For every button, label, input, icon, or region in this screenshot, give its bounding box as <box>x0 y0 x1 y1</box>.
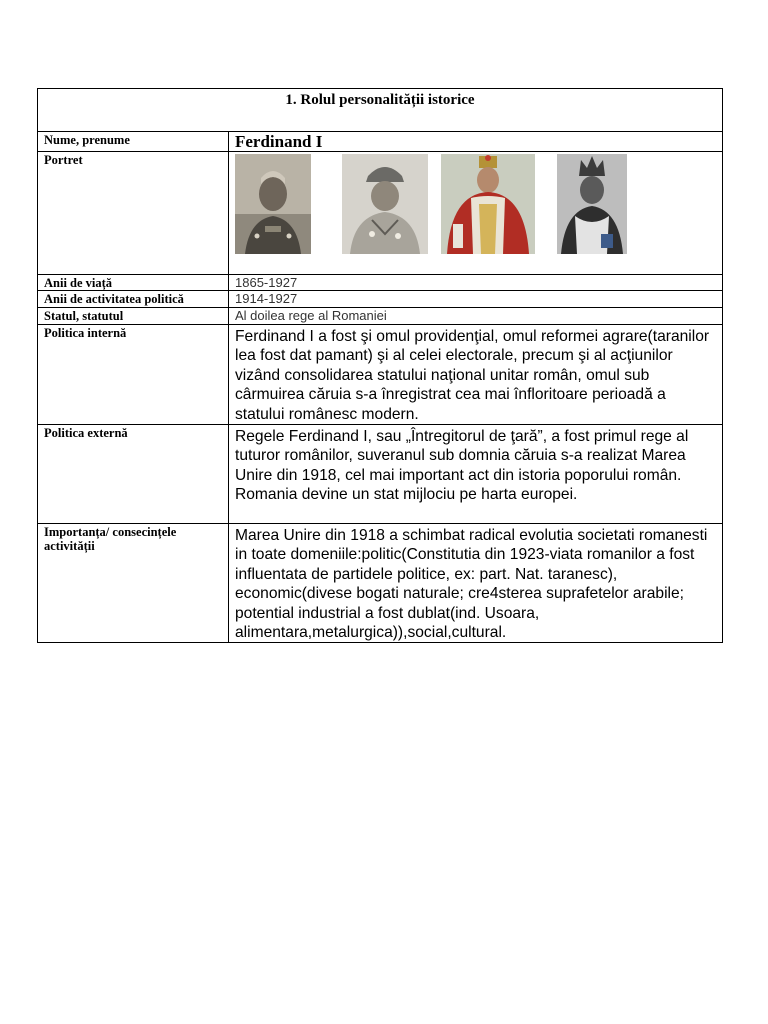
political-years-value: 1914-1927 <box>229 291 723 308</box>
status-label: Statul, statutul <box>38 308 229 325</box>
years-value: 1865-1927 <box>229 275 723 291</box>
portrait-photo-2 <box>342 154 428 254</box>
name-label: Nume, prenume <box>38 132 229 152</box>
external-policy-value: Regele Ferdinand I, sau „Întregitorul de ţară”, a fost primul rege al tuturor românilor, suveranul sub domnia căruia s-a realizat Marea Unire din 1918, cel mai important act din istoria poporului român. Romania devine un stat mijlociu pe harta europei. <box>229 425 723 524</box>
internal-policy-label: Politica internă <box>38 325 229 425</box>
internal-policy-value: Ferdinand I a fost şi omul providenţial, omul reformei agrare(taranilor lea fost dat pamant) şi al celei electorale, precum şi al acţiunilor vizând consolidarea statului naţional unitar român, omul sub cârmuirea căruia s-a înregistrat cea mai înfloritoare perioadă a statului românesc modern. <box>229 325 723 425</box>
years-label: Anii de viață <box>38 275 229 291</box>
portrait-photo-1 <box>235 154 311 254</box>
portrait-photo-4 <box>557 154 627 254</box>
political-years-label: Anii de activitatea politică <box>38 291 229 308</box>
document-sheet <box>37 88 722 643</box>
portrait-label: Portret <box>38 152 229 275</box>
status-value: Al doilea rege al Romaniei <box>229 308 723 325</box>
table-title: 1. Rolul personalității istorice <box>38 89 723 132</box>
importance-value: Marea Unire din 1918 a schimbat radical evolutia societati romanesti in toate domeniile:politic(Constitutia din 1923-viata romanilor a fost influentata de partidele politice, ex: part. Nat. taranesc), economic(divese bogati naturale; cre4sterea suprafetelor arabile; potential industrial a fost dublat(ind. Usoara, alimentara,metalurgica)),social,cultural. <box>229 524 723 643</box>
importance-label: Importanța/ consecințele activității <box>38 524 229 643</box>
history-table <box>37 88 723 643</box>
external-policy-label: Politica externă <box>38 425 229 524</box>
portrait-cell <box>229 152 723 275</box>
portrait-painting-3 <box>441 154 535 254</box>
name-value: Ferdinand I <box>229 132 723 152</box>
